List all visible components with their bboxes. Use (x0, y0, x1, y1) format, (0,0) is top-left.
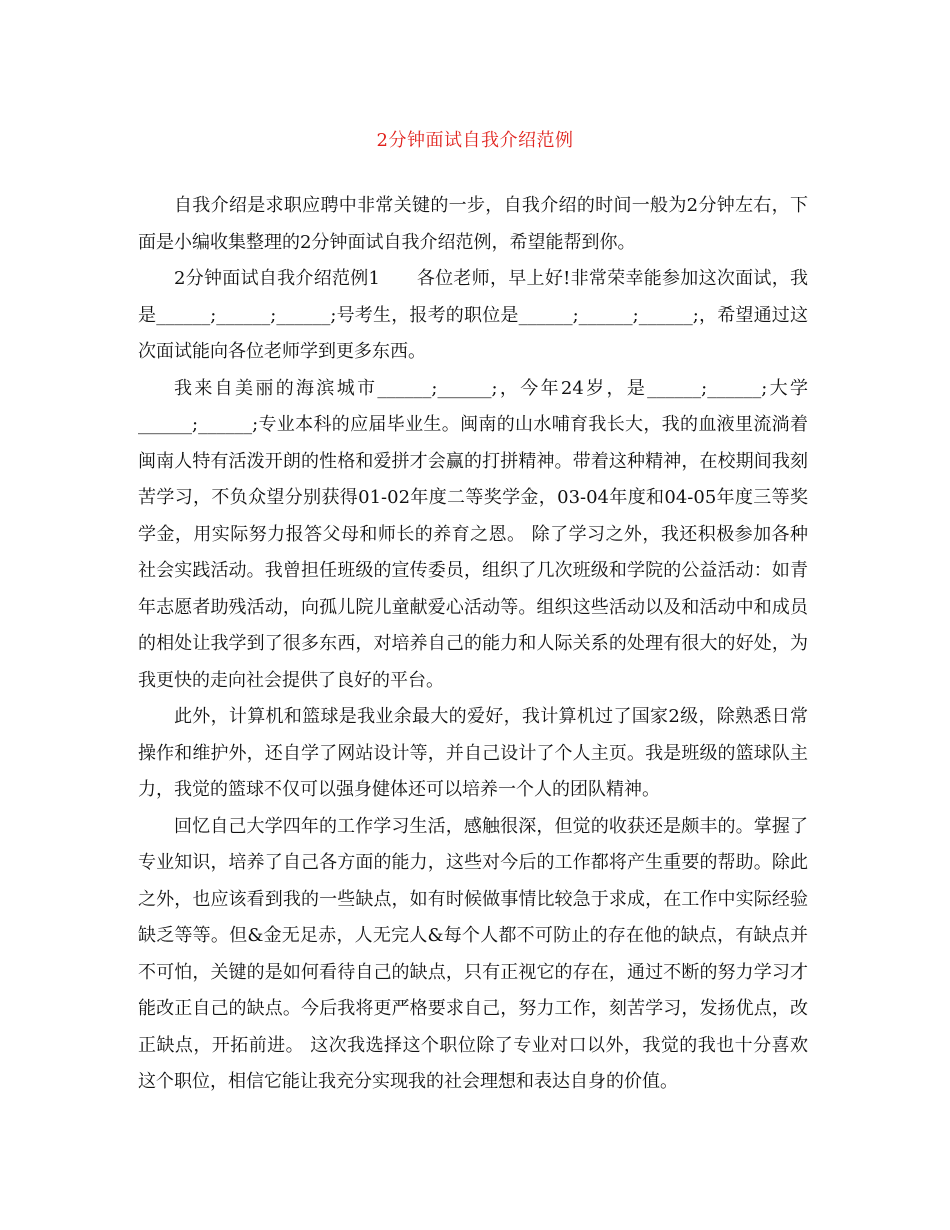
paragraph-intro: 自我介绍是求职应聘中非常关键的一步，自我介绍的时间一般为2分钟左右，下面是小编收集整理的2分钟面试自我介绍范例，希望能帮到你。 (138, 195, 808, 253)
paragraph-example-1: 2分钟面试自我介绍范例1 各位老师，早上好!非常荣幸能参加这次面试，我是______;______;______;号考生，报考的职位是______;______;______;，希望通过这次面试能向各位老师学到更多东西。 (138, 268, 808, 362)
document-title: 2分钟面试自我介绍范例 (376, 130, 574, 151)
paragraph-hobbies: 此外，计算机和篮球是我业余最大的爱好，我计算机过了国家2级，除熟悉日常操作和维护外，还自学了网站设计等，并自己设计了个人主页。我是班级的篮球队主力，我觉的篮球不仅可以强身健体还可以培养一个人的团队精神。 (138, 706, 808, 800)
paragraph-reflection: 回忆自己大学四年的工作学习生活，感触很深，但觉的收获还是颇丰的。掌握了专业知识，培养了自己各方面的能力，这些对今后的工作都将产生重要的帮助。除此之外，也应该看到我的一些缺点，如有时候做事情比较急于求成，在工作中实际经验缺乏等等。但&金无足赤，人无完人&每个人都不可防止的存在他的缺点，有缺点并不可怕，关键的是如何看待自己的缺点，只有正视它的存在，通过不断的努力学习才能改正自己的缺点。今后我将更严格要求自己，努力工作，刻苦学习，发扬优点，改正缺点，开拓前进。 这次我选择这个职位除了专业对口以外，我觉的我也十分喜欢这个职位，相信它能让我充分实现我的社会理想和表达自身的价值。 (138, 815, 808, 1092)
paragraph-background: 我来自美丽的海滨城市______;______;，今年24岁，是______;______;大学______;______;专业本科的应届毕业生。闽南的山水哺育我长大，我的血液里流淌着闽南人特有活泼开朗的性格和爱拼才会赢的打拼精神。带着这种精神，在校期间我刻苦学习，不负众望分别获得01-02年度二等奖学金，03-04年度和04-05年度三等奖学金，用实际努力报答父母和师长的养育之恩。 除了学习之外，我还积极参加各种社会实践活动。我曾担任班级的宣传委员，组织了几次班级和学院的公益活动：如青年志愿者助残活动，向孤儿院儿童献爱心活动等。组织这些活动以及和活动中和成员的相处让我学到了很多东西，对培养自己的能力和人际关系的处理有很大的好处，为我更快的走向社会提供了良好的平台。 (138, 377, 808, 691)
document-body (138, 188, 808, 1101)
